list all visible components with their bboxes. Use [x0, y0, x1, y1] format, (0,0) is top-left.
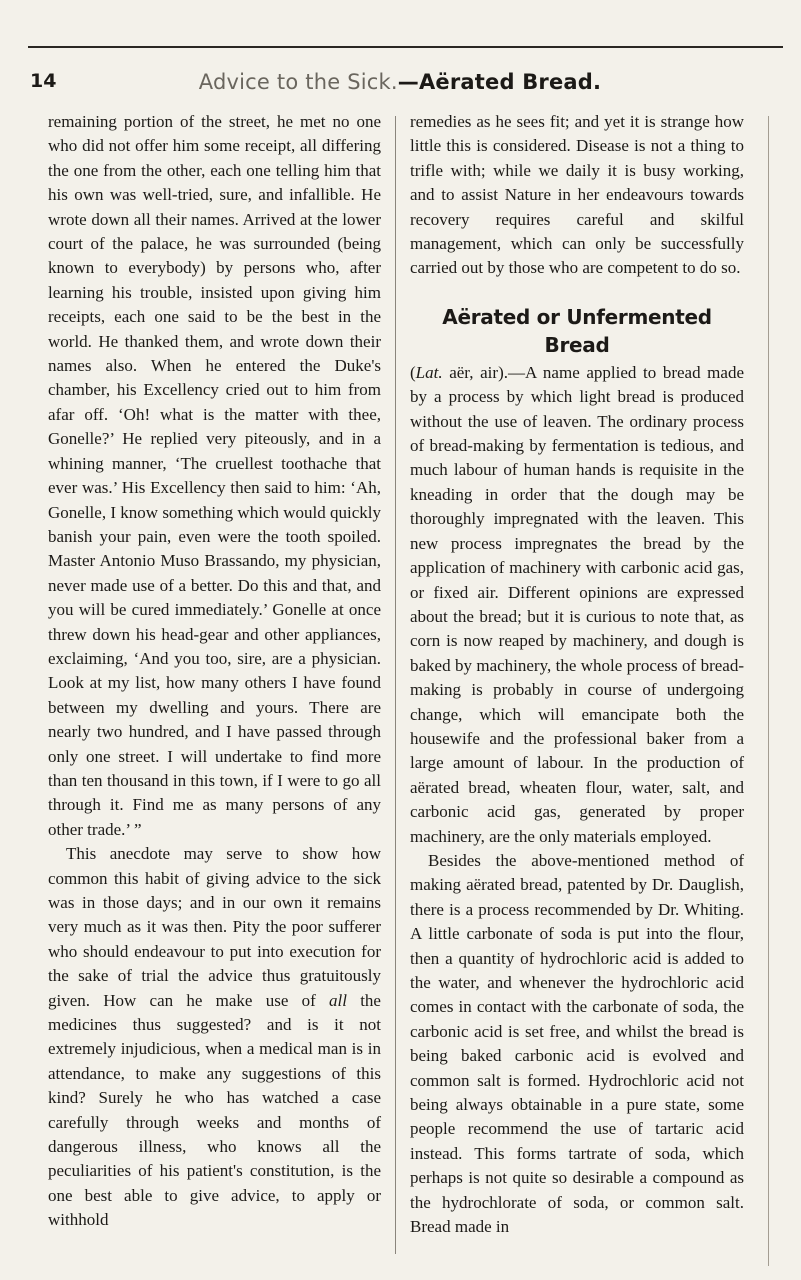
right-paragraph-1: remedies as he sees fit; and yet it is strange how little this is considered. Disease is not a thing to trifle with; while we daily it is busy working, and to assist Nature in her endeavours towards recovery requires careful and skilful management, which can only be successfully carried out by those who are competent to do so.: [410, 112, 744, 278]
section-heading: Aërated or Unfermented Bread: [442, 304, 712, 357]
page-edge-rule: [768, 116, 769, 1266]
left-column: [48, 110, 381, 1233]
top-rule: [28, 46, 783, 48]
page-header: [0, 70, 801, 110]
running-head-topic: —Aërated Bread.: [397, 70, 602, 94]
left-paragraph-2: [48, 842, 381, 1233]
left-paragraph-1: remaining portion of the street, he met no one who did not offer him some receipt, all differing the one from the other, each one telling him that his own was well-tried, sure, and infallible. He wrote down all their names. Arrived at the lower court of the palace, he was surrounded (being known to everybody) by persons who, after learning his trouble, insisted upon giving him receipts, each one said to be the best in the world. He thanked them, and wrote down their names also. When he entered the Duke's chamber, his Excellency cried out to him from afar off. ‘Oh! what is the matter with thee, Gonelle?’ He replied very piteously, and in a whining manner, ‘The cruellest toothache that ever was.’ His Excellency then said to him: ‘Ah, Gonelle, I know something which would quickly banish your pain, even were the tooth spoiled. Master Antonio Muso Brassando, my physician, never made use of a better. Do this and that, and you will be cured immediately.’ Gonelle at once threw down his head-gear and other appliances, exclaiming, ‘And you too, sire, are a physician. Look at my list, how many others I have found between my dwelling and yours. There are nearly two hundred, and I have passed through only one street. I will undertake to find more than ten thousand in this town, if I were to go all through it. Find me as many persons of any other trade.’ ”: [48, 112, 381, 839]
right-paragraph-2-latin-label: Lat.: [415, 362, 443, 382]
right-paragraph-3: Besides the above-mentioned method of making aërated bread, patented by Dr. Dauglish, there is a process recommended by Dr. Whiting. A little carbonate of soda is put into the flour, then a quantity of hydrochloric acid is added to the water, and whenever the hydrochloric acid comes in contact with the carbonate of soda, the carbonic acid is set free, and whilst the bread is being baked carbonic acid is evolved and common salt is formed. Hydrochloric acid not being always obtainable in a pure state, some people recommend the use of tartaric acid instead. This forms tartrate of soda, which perhaps is not quite so desirable a compound as the hydrochlorate of soda, or common salt. Bread made in: [410, 850, 744, 1237]
left-paragraph-2-start: This anecdote may serve to show how common this habit of giving advice to the sick was in those days; and in our own it remains very much as it was then. Pity the poor sufferer who should endeavour to put into execution for the sake of trial the advice thus gratuitously given. How can he make use of: [48, 844, 381, 1010]
right-column: [410, 110, 744, 1239]
running-head: [120, 70, 680, 94]
running-head-title: Advice to the Sick.: [198, 70, 398, 94]
right-paragraph-2: [410, 361, 744, 849]
column-divider: [395, 116, 396, 1254]
page-number: 14: [30, 70, 57, 92]
left-paragraph-2-emphasis: all: [329, 990, 347, 1010]
left-paragraph-2-end: the medicines thus suggested? and is it not extremely injudicious, when a medical man is in attendance, to make any suggestions of this kind? Surely he who has watched a case carefully through weeks and months of dangerous illness, who knows all the peculiarities of his patient's constitution, is the one best able to give advice, to apply or withhold: [48, 990, 381, 1230]
right-paragraph-2-open: (: [410, 362, 416, 382]
right-paragraph-2-body: aër, air).—A name applied to bread made by a process by which light bread is produced without the use of leaven. The ordinary process of bread-making by fermentation is tedious, and much labour of human hands is requisite in the kneading in order that the dough may be thoroughly impregnated with the leaven. This new process impregnates the bread by the application of machinery with carbonic acid gas, or fixed air. Different opinions are expressed about the bread; but it is curious to note that, as corn is now reaped by machinery, and dough is baked by machinery, the whole process of bread-making is probably in course of undergoing change, which will emancipate both the housewife and the professional baker from a large amount of labour. In the production of aërated bread, wheaten flour, water, salt, and carbonic acid gas, generated by proper machinery, are the only materials employed.: [410, 362, 744, 846]
